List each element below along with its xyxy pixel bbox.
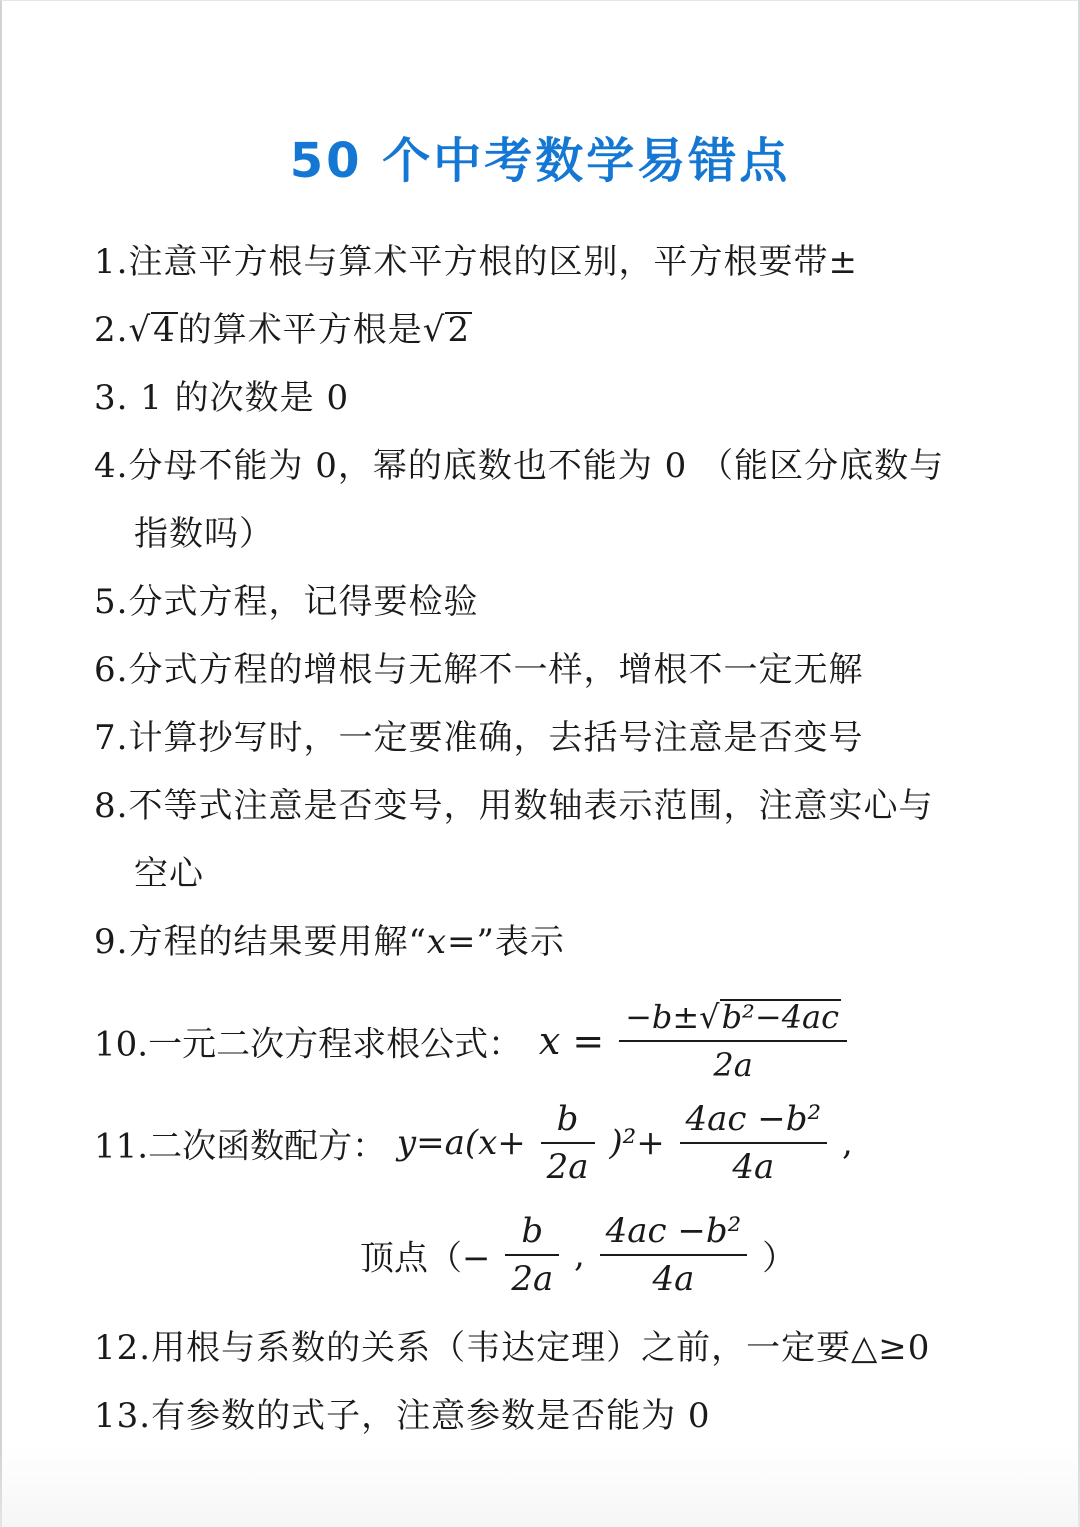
quadratic-formula-fraction bbox=[619, 994, 847, 1088]
item-11-lhs: y=a(x+ bbox=[396, 1123, 526, 1163]
item-10 bbox=[94, 994, 851, 1088]
item-9-variable: x= bbox=[426, 922, 477, 962]
vertex-end: ） bbox=[762, 1238, 797, 1279]
item-11-fraction-2 bbox=[680, 1096, 828, 1190]
fraction-1-denominator: 2a bbox=[546, 1147, 589, 1187]
item-8: 8.不等式注意是否变号，用数轴表示范围，注意实心与 bbox=[94, 786, 934, 826]
item-3: 3. 1 的次数是 0 bbox=[94, 378, 350, 418]
item-2 bbox=[94, 310, 472, 350]
item-4: 4.分母不能为 0，幂的底数也不能为 0 （能区分底数与 bbox=[94, 446, 945, 486]
item-8-continued: 空心 bbox=[134, 854, 204, 894]
item-9-prefix: 9.方程的结果要用解“ bbox=[94, 922, 427, 962]
item-13: 13.有参数的式子，注意参数是否能为 0 bbox=[94, 1396, 711, 1436]
fraction-1-numerator: b bbox=[541, 1096, 595, 1144]
item-10-label: 10.一元二次方程求根公式： bbox=[94, 1024, 523, 1065]
vertex-separator: , bbox=[574, 1235, 585, 1275]
quadratic-formula-numerator bbox=[619, 994, 847, 1042]
sqrt-symbol: √ bbox=[422, 310, 446, 350]
item-9-suffix: ”表示 bbox=[476, 922, 565, 962]
item-6: 6.分式方程的增根与无解不一样，增根不一定无解 bbox=[94, 650, 864, 690]
item-9 bbox=[94, 922, 565, 962]
sqrt-symbol: √ bbox=[128, 310, 152, 350]
item-2-prefix: 2. bbox=[94, 310, 129, 350]
item-2-radicand-1: 4 bbox=[153, 310, 176, 350]
item-11-vertex bbox=[360, 1208, 796, 1302]
item-11-mid: )²+ bbox=[609, 1123, 665, 1163]
vertex-fraction-1-numerator: b bbox=[505, 1208, 559, 1256]
quadratic-formula-denominator: 2a bbox=[713, 1046, 753, 1084]
item-11-end: , bbox=[841, 1123, 853, 1163]
bottom-fade bbox=[0, 1445, 1080, 1527]
vertex-fraction-2 bbox=[600, 1208, 748, 1302]
fraction-2-denominator: 4a bbox=[732, 1147, 775, 1187]
item-7: 7.计算抄写时，一定要准确，去括号注意是否变号 bbox=[94, 718, 864, 758]
discriminant: b²−4ac bbox=[721, 998, 840, 1036]
item-12: 12.用根与系数的关系（韦达定理）之前，一定要△≥0 bbox=[94, 1328, 931, 1368]
item-11-label: 11.二次函数配方： bbox=[94, 1126, 387, 1167]
item-2-radicand-2: 2 bbox=[447, 310, 471, 350]
item-10-lhs: x = bbox=[538, 1019, 605, 1063]
vertex-fraction-1 bbox=[505, 1208, 559, 1302]
item-1: 1.注意平方根与算术平方根的区别，平方根要带± bbox=[94, 242, 858, 282]
vertex-fraction-1-denominator: 2a bbox=[511, 1259, 554, 1299]
sqrt-symbol: √ bbox=[699, 998, 720, 1036]
item-5: 5.分式方程，记得要检验 bbox=[94, 582, 479, 622]
item-11 bbox=[94, 1096, 853, 1190]
numerator-minus-b: −b± bbox=[625, 998, 700, 1036]
page-title: 50 个中考数学易错点 bbox=[289, 133, 791, 189]
vertex-label: 顶点（− bbox=[360, 1238, 491, 1279]
vertex-fraction-2-denominator: 4a bbox=[652, 1259, 695, 1299]
fraction-2-numerator: 4ac −b² bbox=[680, 1096, 828, 1144]
item-2-mid: 的算术平方根是 bbox=[177, 310, 423, 350]
item-4-continued: 指数吗） bbox=[134, 514, 274, 554]
vertex-fraction-2-numerator: 4ac −b² bbox=[600, 1208, 748, 1256]
item-11-fraction-1 bbox=[541, 1096, 595, 1190]
